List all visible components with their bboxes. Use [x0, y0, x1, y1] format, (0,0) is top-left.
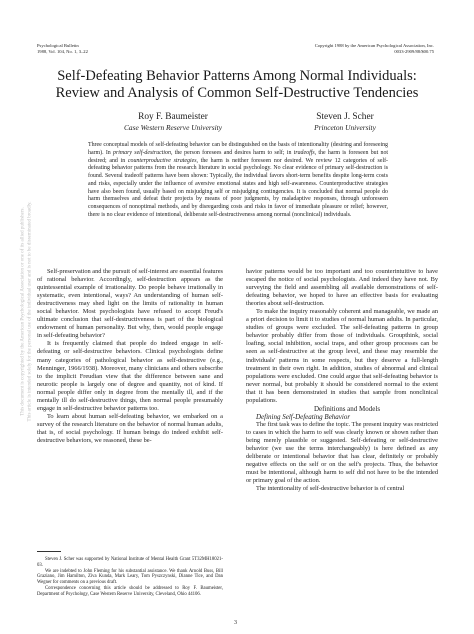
watermark-line-2: This article is intended solely for the personal use of the individual user and is not to be disseminated broadly. [27, 201, 32, 422]
body-paragraph: To learn about human self-defeating behavior, we embarked on a survey of the research literature on the behavior of normal human adults, that is, of social psychology. If human beings do indeed exhibit self-destructive behaviors, we reasoned, these be- [37, 412, 223, 444]
body-paragraph: havior patterns would be too important and too counterintuitive to have escaped the notice of social psychologists. And indeed they have not. By surveying the field and assembling all available demonstrations of self-defeating behavior, we hoped to have an effective basis for evaluating theories about self-destruction. [246, 268, 438, 308]
article-code: 0033-2909/88/$00.75 [394, 48, 434, 54]
author-affiliation: Princeton University [314, 123, 376, 132]
abstract-term: counterproductive strategies [127, 157, 197, 164]
copyright-line: Copyright 1988 by the American Psychological Association, Inc. [314, 43, 434, 48]
abstract-text: , the harm is neither foreseen nor desired. We review 12 categories of self-defeating behavior patterns from the research literature in social psychology. No clear evidence of primary self-destruction is found. Several tradeoff patterns have been shown: Typically, the individual favors short-term benefits despite long-term costs and risks, especially under the influence of aversive emotional states and high self-awareness. Counterproductive strategies have also been found, usually based on misjudging self or misjudging contingencies. It is concluded that normal people do harm themselves and defeat their projects by means of poor judgments, by maladaptive responses, through unforeseen consequences of nonoptimal methods, and by disregarding costs and risks in favor of immediate pleasure or relief; however, there is no clear evidence of intentional, deliberate self-destructiveness among normal (nonclinical) individuals. [88, 157, 389, 218]
abstract-term: primary self-destruction [113, 149, 171, 156]
journal-header [37, 43, 88, 54]
author-block-2 [280, 112, 410, 132]
journal-name: Psychological Bulletin [37, 43, 79, 48]
section-heading: Definitions and Models [313, 404, 381, 413]
abstract-text: Three conceptual models of self-defeating behavior can be distinguished on the basis of intentionality (desiring and foreseeing harm). In [88, 142, 388, 156]
author-name: Roy F. Baumeister [138, 112, 208, 122]
body-paragraph: To make the inquiry reasonably coherent and manageable, we made an a priori decision to limit it to studies of normal human adults. In particular, studies of groups were excluded. The self-defeating patterns in group behavior probably differ from those of individuals. Groupthink, social loafing, social inhibition, social traps, and other group processes can be seen as self-destructive at the group level, and these may resemble the individuals' patterns in some respects, but they deserve a full-length treatment in their own right. In addition, studies of abnormal and clinical populations were excluded. One could argue that self-defeating behavior is never normal, but probably it should be considered normal to the extent that it has been demonstrated in studies that sample from nonclinical populations. [246, 308, 438, 404]
page-number: 3 [234, 620, 237, 626]
right-column [246, 268, 438, 493]
body-paragraph: It is frequently claimed that people do indeed engage in self-defeating or self-destructive behaviors. Clinical psychologists define many categories of pathological behavior as self-destructive (e.g., Menninger, 1966/1938). Moreover, many clinicians and others subscribe to the implicit Freudian view that the difference between sane and neurotic people is largely one of degree and quantity, not of kind. If normal people differ only in degree from the mentally ill, and if the mentally ill do self-destructive things, then normal people presumably engage in self-destructive behavior patterns too. [37, 340, 223, 412]
abstract-term: tradeoffs [293, 149, 315, 156]
watermark-line-1: This document is copyrighted by the American Psychological Association or one of its allied publishers. [20, 207, 26, 416]
article-title: Self-Defeating Behavior Patterns Among Normal Individuals: Review and Analysis of Common Self-Destructive Tendencies [55, 68, 419, 101]
journal-issue: 1988, Vol. 104, No. 1, 3–22 [37, 48, 88, 54]
abstract [88, 142, 388, 220]
author-affiliation: Case Western Reserve University [123, 123, 223, 132]
abstract-text: , the person foresees and desires harm to self; in [170, 149, 294, 156]
author-name: Steven J. Scher [316, 112, 374, 122]
body-paragraph: The intentionality of self-destructive behavior is of central [256, 485, 405, 493]
footnotes [37, 557, 223, 597]
footnote: We are indebted to John Fleming for his substantial assistance. We thank Arnold Buss, Bill Graziano, Jim Hamilton, Ziva Kunda, Mark Leary, Tom Pyszczynski, Dianne Tice, and Dan Wegner for comments on a previous draft. [37, 568, 223, 585]
body-paragraph: Self-preservation and the pursuit of self-interest are essential features of rational behavior. Accordingly, self-destruction appears as the quintessential example of irrationality. Do people behave irrationally in systematic, even intentional, ways? An understanding of human self-destructiveness may shed light on the limits of rationality in human social behavior. Most psychologists have refused to accept Freud's ultimate conclusion that self-destructiveness is part of the biological endowment of human personality. But why, then, would people engage in self-defeating behavior? [37, 268, 223, 340]
footnote-rule [37, 551, 61, 552]
footnote: Steven J. Scher was supported by National Institute of Mental Health Grant 5T32MH18021-03. [37, 557, 223, 568]
left-column [37, 268, 223, 445]
copyright-header [315, 43, 434, 54]
copyright-watermark [21, 107, 34, 517]
author-block-1 [104, 112, 242, 132]
footnote: Correspondence concerning this article should be addressed to Roy F. Baumeister, Department of Psychology, Case Western Reserve University, Cleveland, Ohio 44106. [37, 585, 223, 597]
abstract-text: , the harm is foreseen but not desired; and in [88, 149, 389, 164]
subsection-heading: Defining Self-Defeating Behavior [256, 412, 351, 421]
body-paragraph: The first task was to define the topic. The present inquiry was restricted to cases in which the harm to self was clearly known or shown rather than being merely plausible or suggested. Self-defeating or self-destructive behavior (we use the terms interchangeably) is here defined as any deliberate or intentional behavior that has clear, definitely or probably negative effects on the self or on the self's projects. Thus, the behavior must be intentional, although harm to self did not have to be the intended or primary goal of the action. [246, 420, 438, 485]
